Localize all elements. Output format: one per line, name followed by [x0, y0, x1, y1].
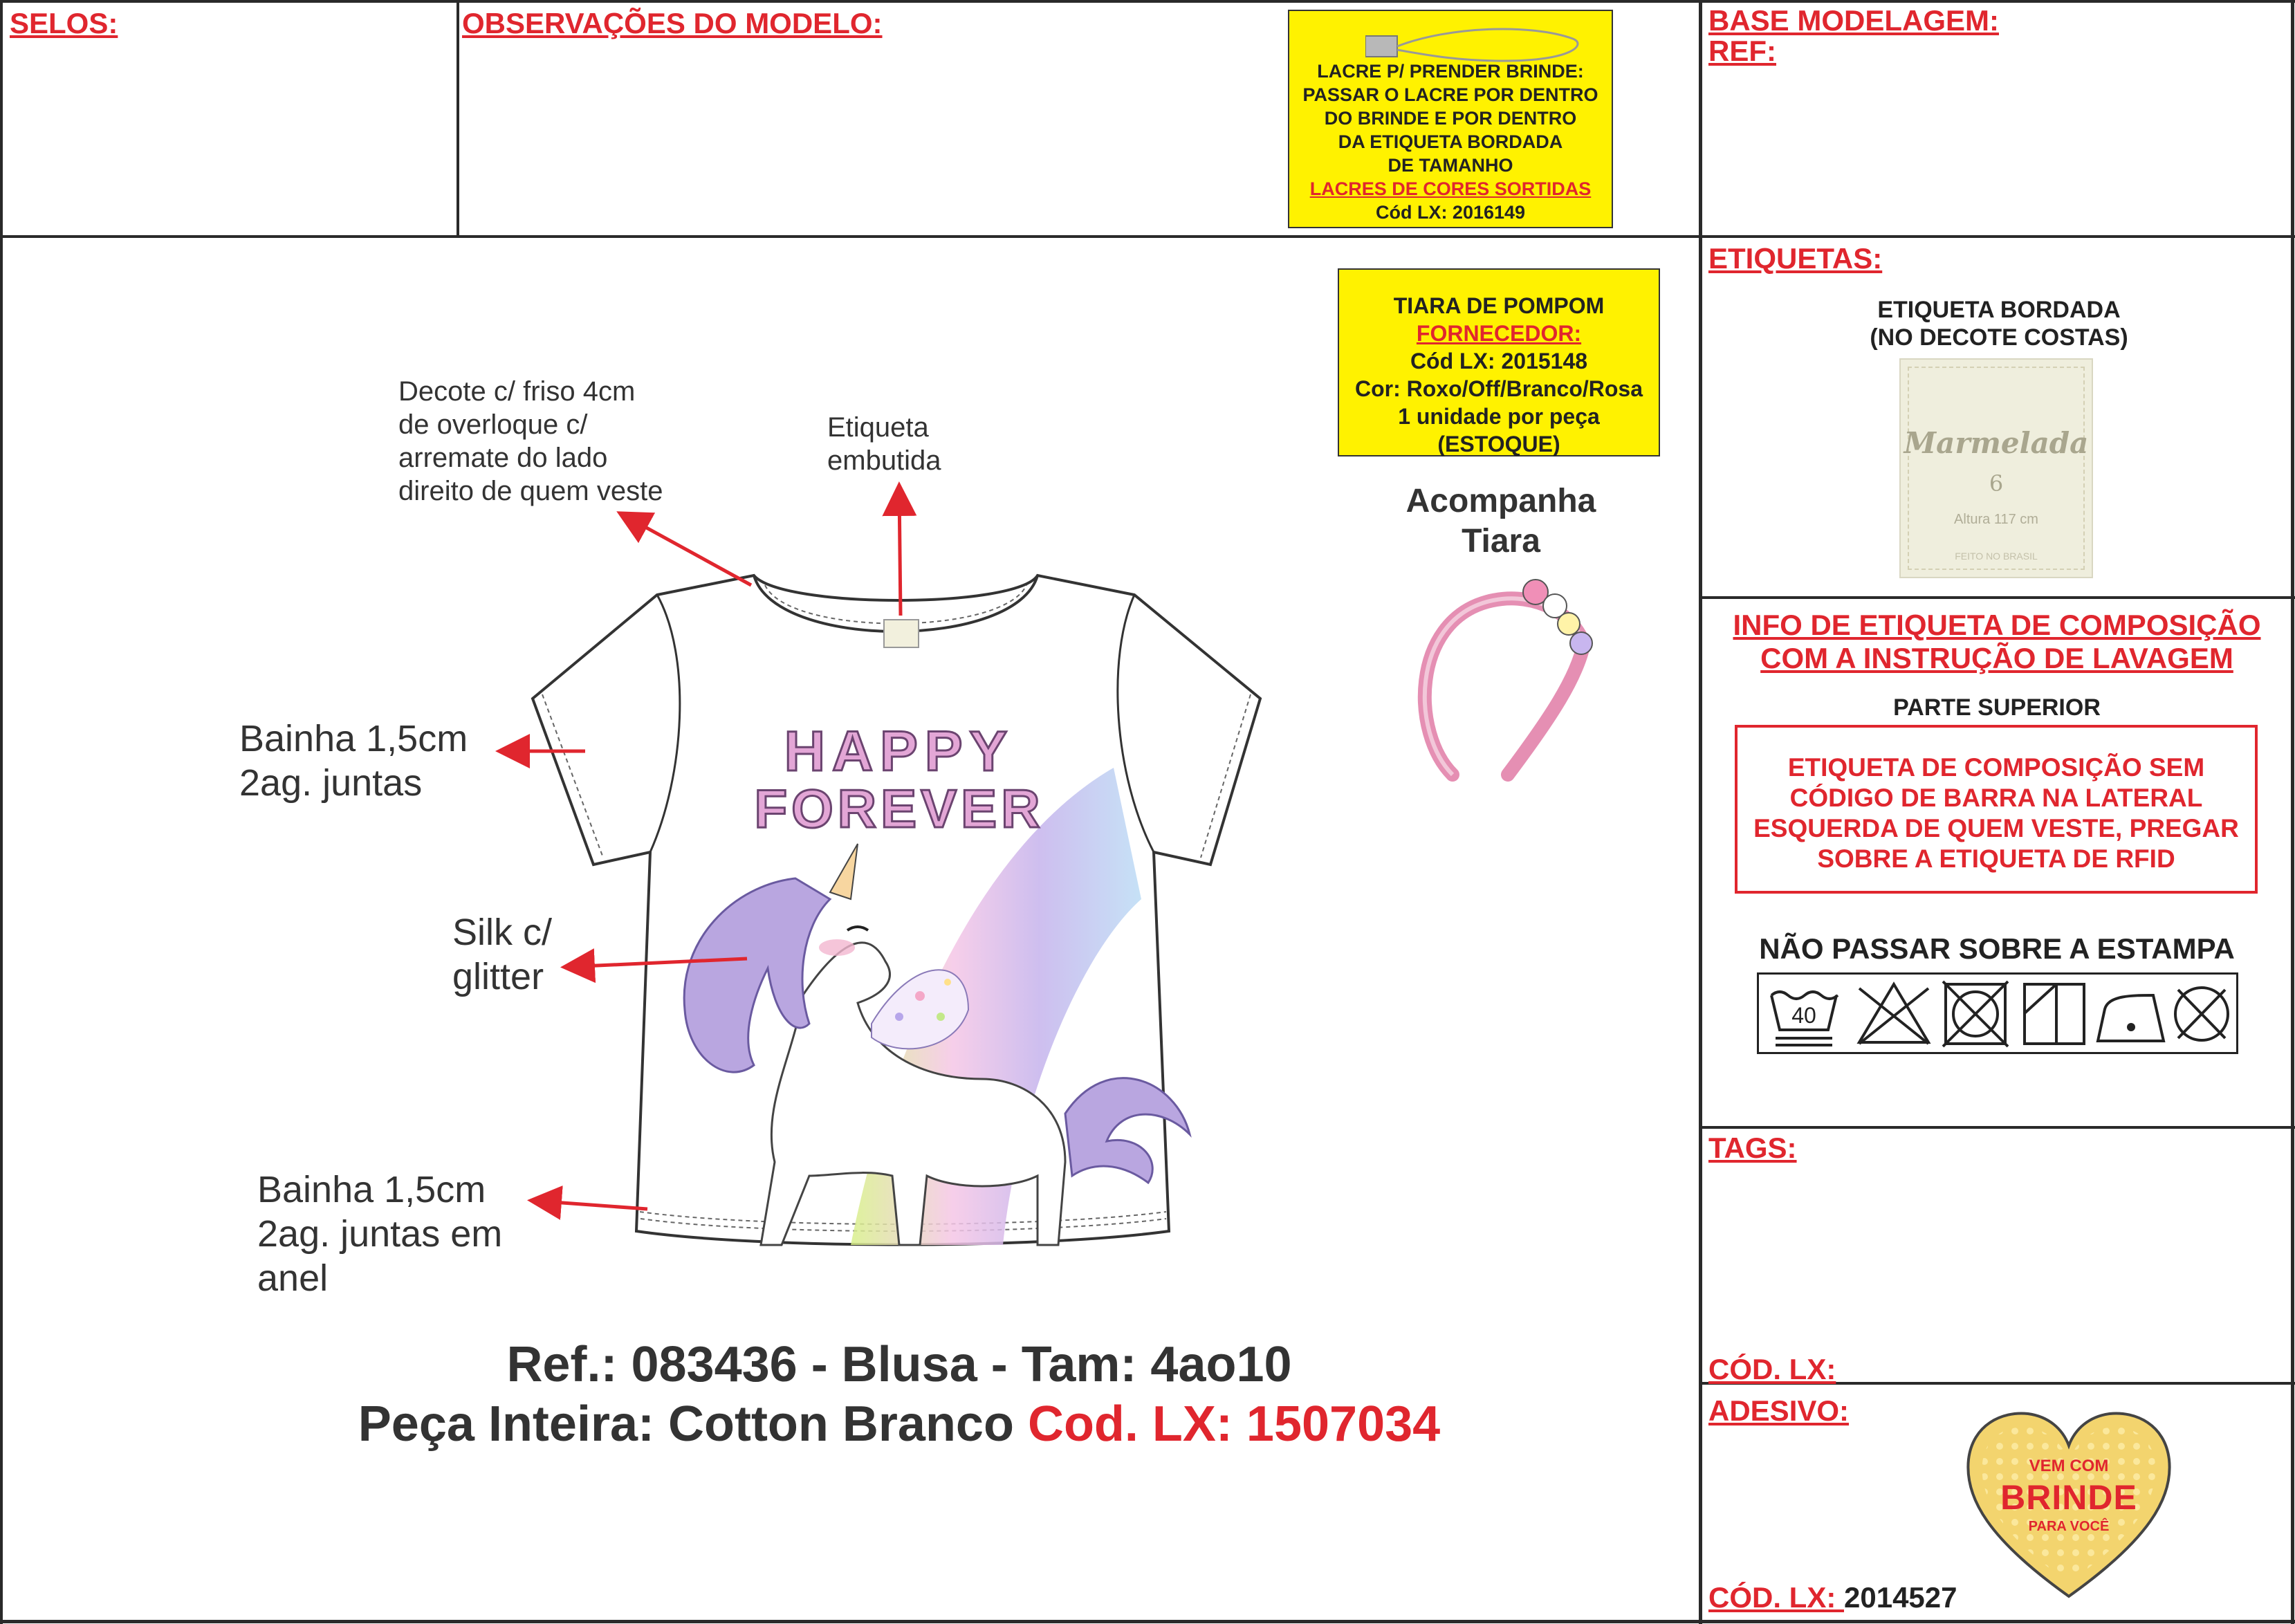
- ref-label: REF:: [1708, 35, 1776, 67]
- divider-etiquetas: [1699, 596, 2295, 599]
- label-height: Altura 117 cm: [1954, 512, 2038, 527]
- tiara-qty: 1 unidade por peça: [1398, 404, 1600, 429]
- bainha-barra-line-2: 2ag. juntas em: [257, 1213, 503, 1255]
- sticker-line-1: VEM COM: [2029, 1457, 2109, 1475]
- frame-right: [2291, 0, 2294, 1624]
- no-tumble-dry-icon: [1943, 981, 2008, 1046]
- etiqueta-line-1: Etiqueta: [827, 412, 929, 443]
- silk-line-1: Silk c/: [452, 912, 553, 953]
- selos-label: SELOS:: [10, 7, 118, 39]
- composicao-box-line-2: CÓDIGO DE BARRA NA LATERAL: [1789, 784, 2203, 812]
- divider-composicao: [1699, 1126, 2295, 1129]
- composicao-box-line-1: ETIQUETA DE COMPOSIÇÃO SEM: [1787, 753, 2205, 782]
- bainha-manga-line-1: Bainha 1,5cm: [239, 718, 468, 759]
- decote-line-1: Decote c/ friso 4cm: [398, 376, 636, 407]
- print-forever: FOREVER: [754, 778, 1044, 839]
- composicao-box: [1735, 725, 2258, 894]
- adesivo-cod-value: 2014527: [1844, 1581, 1957, 1614]
- decote-line-2: de overloque c/: [398, 409, 588, 440]
- composicao-title-1: INFO DE ETIQUETA DE COMPOSIÇÃO: [1733, 609, 2261, 641]
- lacre-highlight: LACRES DE CORES SORTIDAS: [1309, 178, 1592, 199]
- bainha-barra-line-3: anel: [257, 1257, 329, 1299]
- tiara-stock: (ESTOQUE): [1437, 432, 1560, 456]
- iron-low-icon: [2098, 995, 2164, 1041]
- etiqueta-line-2: embutida: [827, 445, 941, 476]
- tags-cod: CÓD. LX:: [1708, 1353, 1836, 1385]
- embroidered-label: [1899, 358, 2093, 578]
- frame-bottom: [0, 1620, 2295, 1623]
- lacre-code: Cód LX: 2016149: [1375, 202, 1526, 223]
- acompanha-line-1: Acompanha: [1405, 483, 1596, 519]
- wash-40-icon: [1771, 992, 1838, 1045]
- etiquetas-label: ETIQUETAS:: [1708, 242, 1883, 275]
- product-ref-line: Ref.: 083436 - Blusa - Tam: 4ao10: [506, 1337, 1292, 1392]
- nao-passar-text: NÃO PASSAR SOBRE A ESTAMPA: [1759, 932, 2235, 965]
- tiara-code: Cód LX: 2015148: [1410, 349, 1588, 373]
- etiqueta-title-2: (NO DECOTE COSTAS): [1870, 324, 2128, 351]
- tiara-line-1: TIARA DE POMPOM: [1393, 293, 1605, 318]
- parte-superior: PARTE SUPERIOR: [1893, 694, 2101, 721]
- line-dry-icon: [2025, 984, 2084, 1044]
- label-size: 6: [1989, 470, 2004, 497]
- etiqueta-title-1: ETIQUETA BORDADA: [1877, 297, 2121, 323]
- decote-line-4: direito de quem veste: [398, 476, 663, 506]
- bainha-barra-line-1: Bainha 1,5cm: [257, 1169, 486, 1210]
- wash-temp: 40: [1791, 1003, 1816, 1028]
- tags-label: TAGS:: [1708, 1132, 1797, 1164]
- care-symbols-box: [1757, 972, 2238, 1054]
- lacre-line-5: DE TAMANHO: [1388, 155, 1513, 176]
- adesivo-cod-label: CÓD. LX:: [1708, 1581, 1844, 1614]
- bainha-manga-line-2: 2ag. juntas: [239, 762, 423, 804]
- composicao-title-2: COM A INSTRUÇÃO DE LAVAGEM: [1760, 642, 2233, 674]
- sticker-line-2: BRINDE: [2000, 1478, 2137, 1517]
- divider-base: [1699, 235, 2295, 238]
- lacre-line-2: PASSAR O LACRE POR DENTRO: [1302, 84, 1598, 105]
- acompanha-line-2: Tiara: [1462, 523, 1540, 560]
- composicao-box-line-4: SOBRE A ETIQUETA DE RFID: [1817, 845, 2175, 873]
- adesivo-label: ADESIVO:: [1708, 1394, 1850, 1427]
- print-happy: HAPPY: [784, 720, 1015, 783]
- tiara-color: Cor: Roxo/Off/Branco/Rosa: [1354, 376, 1643, 401]
- etiqueta-bordada-title: [1785, 296, 2213, 351]
- composicao-box-line-3: ESQUERDA DE QUEM VESTE, PREGAR: [1753, 814, 2239, 842]
- decote-line-3: arremate do lado: [398, 443, 608, 473]
- label-brand: Marmelada: [1904, 426, 2089, 460]
- adesivo-cod: [1708, 1581, 1957, 1614]
- piece-text: Peça Inteira: Cotton Branco: [358, 1396, 1028, 1452]
- piece-cod: Cod. LX: 1507034: [1027, 1396, 1441, 1452]
- lacre-line-1: LACRE P/ PRENDER BRINDE:: [1317, 61, 1584, 82]
- observacoes-label: OBSERVAÇÕES DO MODELO:: [462, 7, 883, 39]
- label-made: FEITO NO BRASIL: [1955, 551, 2038, 562]
- silk-line-2: glitter: [452, 956, 544, 997]
- no-dry-clean-icon: [2175, 988, 2228, 1040]
- lacre-line-3: DO BRINDE E POR DENTRO: [1324, 108, 1577, 129]
- composicao-title: [1703, 609, 2291, 675]
- product-piece-line: [138, 1396, 1660, 1452]
- divider-right-column: [1699, 0, 1702, 1624]
- tiara-fornecedor: FORNECEDOR:: [1416, 321, 1582, 346]
- no-bleach-icon: [1859, 984, 1928, 1044]
- lacre-line-4: DA ETIQUETA BORDADA: [1338, 131, 1563, 152]
- base-modelagem-label: BASE MODELAGEM:: [1708, 4, 1999, 37]
- sticker-line-3: PARA VOCÊ: [2028, 1519, 2110, 1534]
